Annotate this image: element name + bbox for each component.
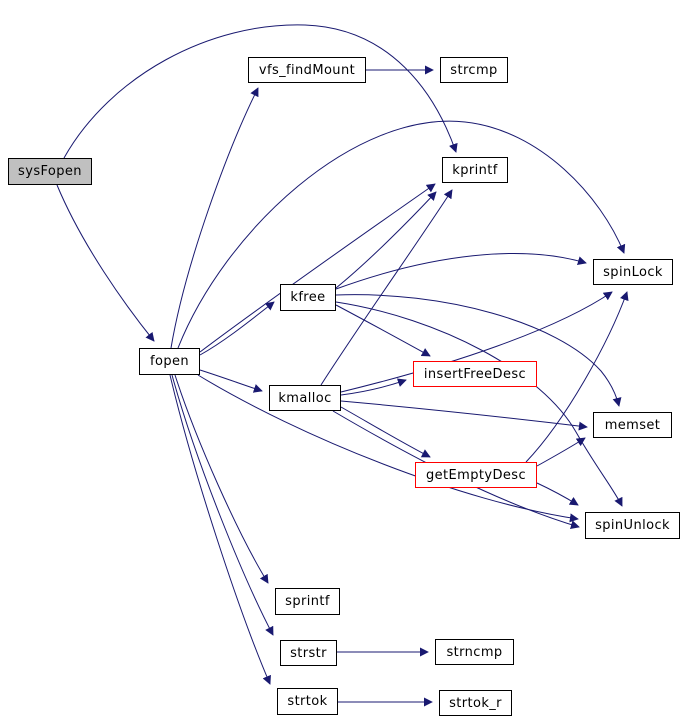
edge-fopen-to-spinLock: [178, 121, 624, 348]
node-strcmp-label: strcmp: [450, 62, 498, 78]
node-getemptydesc[interactable]: [415, 462, 537, 488]
node-sysfopen: [8, 158, 92, 185]
node-memset-label: memset: [604, 417, 661, 433]
node-kprintf[interactable]: [442, 157, 508, 183]
node-kfree-label: kfree: [290, 290, 326, 305]
node-spinlock-label: spinLock: [603, 264, 663, 280]
edge-sysFopen-to-fopen: [57, 185, 154, 341]
node-strncmp[interactable]: [435, 639, 514, 665]
node-strtok-label: strtok: [287, 694, 328, 709]
node-strtok[interactable]: [277, 688, 338, 715]
node-kfree[interactable]: [280, 284, 336, 311]
edge-fopen-to-kfree: [200, 302, 274, 355]
node-strtok-r-label: strtok_r: [449, 695, 502, 711]
node-kmalloc-label: kmalloc: [278, 390, 332, 406]
node-vfs-findmount-label: vfs_findMount: [258, 62, 356, 78]
edge-kmalloc-to-getEmptyDesc: [341, 407, 430, 457]
edge-kmalloc-to-memset: [341, 401, 587, 427]
node-strstr-label: strstr: [290, 645, 327, 661]
node-getemptydesc-label: getEmptyDesc: [426, 467, 526, 483]
node-vfs-findmount[interactable]: [248, 57, 366, 83]
node-kprintf-label: kprintf: [452, 162, 498, 178]
edge-kfree-to-memset: [336, 295, 619, 406]
edge-fopen-to-strtok: [170, 375, 270, 684]
node-sysfopen-label: sysFopen: [18, 164, 82, 179]
edge-kfree-to-kprintf: [336, 192, 436, 288]
edge-fopen-to-strstr: [172, 375, 273, 635]
edge-getEmptyDesc-to-memset: [537, 438, 585, 466]
node-strtok-r[interactable]: [439, 690, 512, 716]
node-spinunlock[interactable]: [585, 512, 680, 539]
node-sprintf[interactable]: [275, 588, 340, 615]
node-insertfreedesc[interactable]: [413, 361, 537, 387]
node-spinlock[interactable]: [593, 259, 673, 285]
edge-getEmptyDesc-to-spinUnlock: [537, 483, 578, 505]
edge-kfree-to-spinLock: [336, 254, 586, 289]
node-strstr[interactable]: [280, 640, 337, 666]
edge-fopen-to-kmalloc: [200, 370, 262, 391]
node-spinunlock-label: spinUnlock: [595, 518, 670, 533]
node-fopen[interactable]: [139, 348, 200, 375]
edge-kfree-to-insertFreeDesc: [336, 305, 430, 356]
edge-fopen-to-vfs_findMount: [171, 88, 258, 348]
node-fopen-label: fopen: [149, 354, 190, 369]
edge-fopen-to-spinUnlock: [198, 375, 578, 519]
node-strcmp[interactable]: [440, 57, 508, 83]
node-memset[interactable]: [593, 412, 672, 438]
node-strncmp-label: strncmp: [446, 644, 503, 660]
node-kmalloc[interactable]: [269, 385, 341, 411]
node-insertfreedesc-label: insertFreeDesc: [423, 366, 527, 382]
edge-sysFopen-to-kprintf: [64, 25, 456, 158]
edge-kmalloc-to-insertFreeDesc: [341, 380, 406, 395]
node-sprintf-label: sprintf: [285, 594, 330, 609]
